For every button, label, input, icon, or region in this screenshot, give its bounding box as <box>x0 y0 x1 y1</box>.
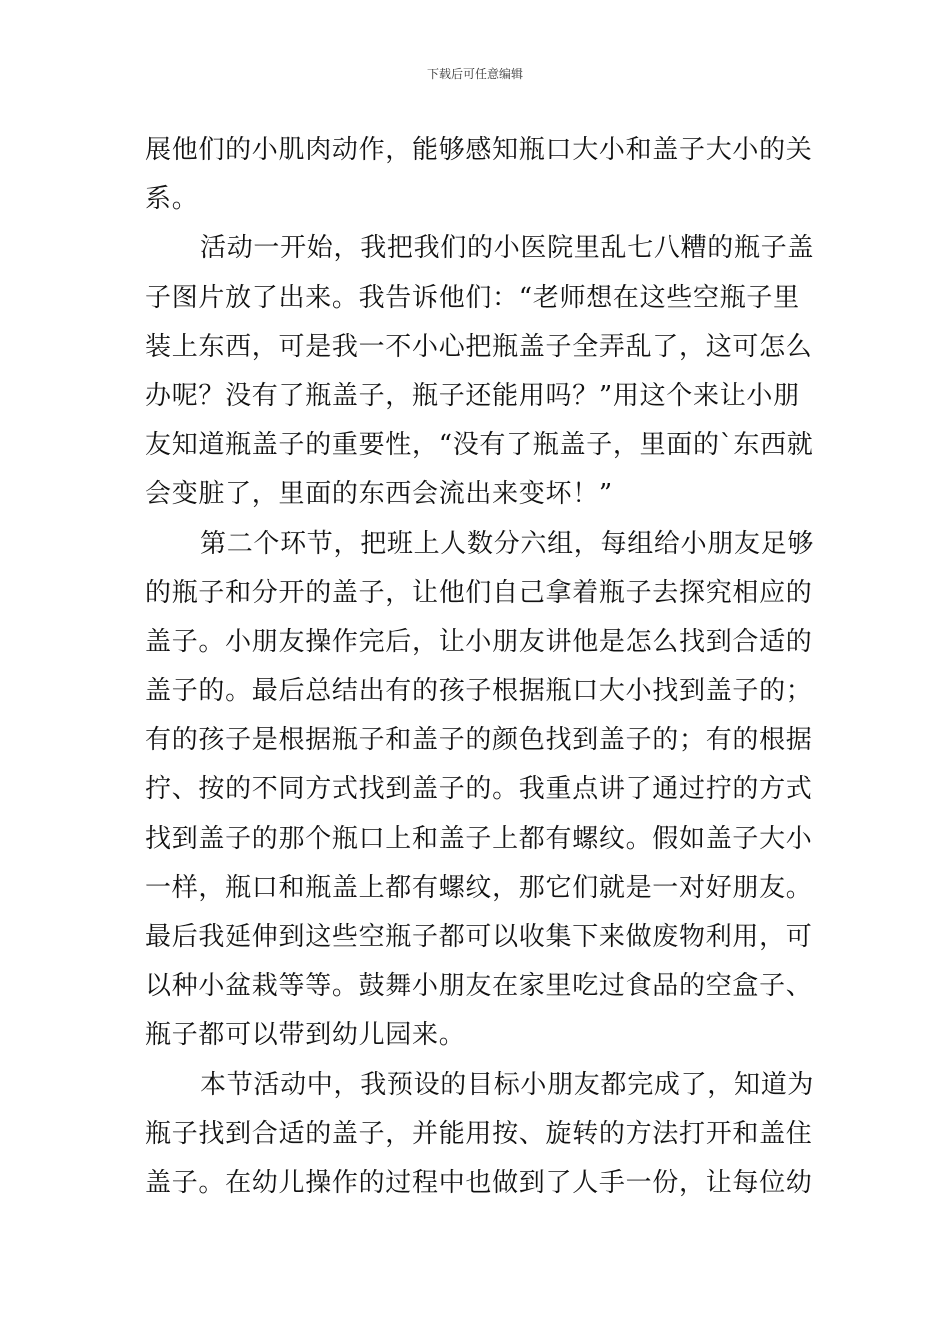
text-line: 会变脏了，里面的东西会流出来变坏！” <box>145 479 613 510</box>
text-line: 盖子。在幼儿操作的过程中也做到了人手一份，让每位幼 <box>145 1167 813 1198</box>
document-body <box>145 126 815 1208</box>
text-line: 子图片放了出来。我告诉他们：“老师想在这些空瓶子里 <box>145 282 800 313</box>
text-line: 盖子。小朋友操作完后，让小朋友讲他是怎么找到合适的 <box>145 626 813 657</box>
paragraph-start-line: 本节活动中，我预设的目标小朋友都完成了，知道为 <box>200 1069 815 1100</box>
text-line: 拧、按的不同方式找到盖子的。我重点讲了通过拧的方式 <box>145 774 813 805</box>
text-line: 装上东西，可是我一不小心把瓶盖子全弄乱了，这可怎么 <box>145 331 813 362</box>
text-line: 友知道瓶盖子的重要性，“没有了瓶盖子，里面的`东西就 <box>145 430 814 461</box>
page-header-note: 下载后可任意编辑 <box>426 67 523 81</box>
text-line: 的瓶子和分开的盖子，让他们自己拿着瓶子去探究相应的 <box>145 577 813 608</box>
text-line: 盖子的。最后总结出有的孩子根据瓶口大小找到盖子的； <box>145 676 813 707</box>
text-line: 找到盖子的那个瓶口上和盖子上都有螺纹。假如盖子大小 <box>145 823 813 854</box>
text-line: 最后我延伸到这些空瓶子都可以收集下来做废物利用，可 <box>145 922 813 952</box>
text-line: 有的孩子是根据瓶子和盖子的颜色找到盖子的；有的根据 <box>145 725 813 756</box>
text-line: 展他们的小肌肉动作，能够感知瓶口大小和盖子大小的关 <box>145 135 813 165</box>
text-line: 瓶子都可以带到幼儿园来。 <box>145 1020 466 1051</box>
text-line: 系。 <box>145 184 199 215</box>
text-line: 瓶子找到合适的盖子，并能用按、旋转的方法打开和盖住 <box>145 1118 813 1149</box>
paragraph-start-line: 活动一开始，我把我们的小医院里乱七八糟的瓶子盖 <box>200 233 815 264</box>
text-line: 一样，瓶口和瓶盖上都有螺纹，那它们就是一对好朋友。 <box>145 872 813 903</box>
text-line: 以种小盆栽等等。鼓舞小朋友在家里吃过食品的空盒子、 <box>145 971 813 1002</box>
paragraph-start-line: 第二个环节，把班上人数分六组，每组给小朋友足够 <box>200 528 815 559</box>
text-line: 办呢？没有了瓶盖子，瓶子还能用吗？”用这个来让小朋 <box>145 380 800 411</box>
